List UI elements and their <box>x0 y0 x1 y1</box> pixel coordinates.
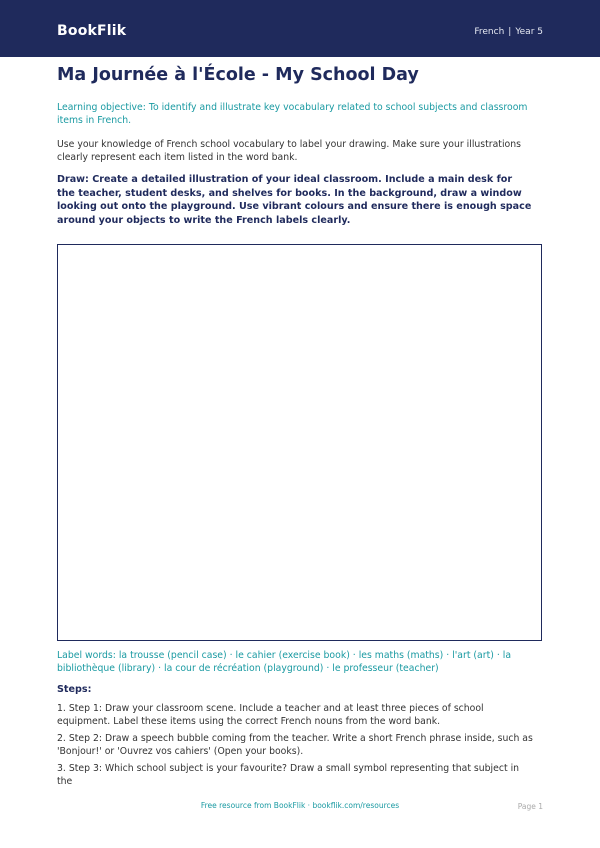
label-word-item: le cahier (exercise book) <box>235 650 350 661</box>
step-item: 2. Step 2: Draw a speech bubble coming from the teacher. Write a short French phrase inside, such as 'Bonjour!' or 'Ouvrez vos cahiers' (Open your books). <box>57 733 533 757</box>
label-words-prefix: Label words: <box>57 650 116 661</box>
label-word-item: les maths (maths) <box>358 650 444 661</box>
brand-logo[interactable]: BookFlik <box>57 23 127 39</box>
page-number: Page 1 <box>517 802 543 811</box>
meta-separator: | <box>508 27 512 37</box>
steps-heading: Steps: <box>57 684 92 695</box>
label-word-item: la bibliothèque (library) <box>57 650 512 674</box>
learning-objective: Learning objective: To identify and illustrate key vocabulary related to school subjects and classroom items in French. <box>57 102 528 126</box>
steps-list <box>57 702 537 792</box>
year-label: Year 5 <box>515 27 543 37</box>
label-word-item: la cour de récréation (playground) <box>164 663 324 674</box>
label-word-item: la trousse (pencil case) <box>118 650 227 661</box>
instructions-text: Use your knowledge of French school vocabulary to label your drawing. Make sure your illustrations clearly represent each item listed in the word bank. <box>57 139 521 163</box>
page-title: Ma Journée à l'École - My School Day <box>57 65 419 85</box>
subject-label: French <box>474 27 505 37</box>
draw-prompt: Draw: Create a detailed illustration of your ideal classroom. Include a main desk for the teacher, student desks, and shelves for books. In the background, draw a window looking out onto the playground. Use vibrant colours and ensure there is enough space around your objects to write the French labels clearly. <box>57 174 532 226</box>
page-header <box>0 0 600 57</box>
label-words: Label words: la trousse (pencil case) · le cahier (exercise book) · les maths (maths) · l'art (art) · la bibliothèque (library) · la cour de récréation (playground) · le professeur (teacher) <box>57 650 512 674</box>
label-word-item: l'art (art) <box>452 650 494 661</box>
label-word-item: le professeur (teacher) <box>332 663 439 674</box>
subject-year <box>474 27 543 37</box>
footer-credit[interactable]: Free resource from BookFlik · bookflik.com/resources <box>200 801 400 810</box>
step-item: 3. Step 3: Which school subject is your favourite? Draw a small symbol representing that subject in the <box>57 763 520 787</box>
step-item: 1. Step 1: Draw your classroom scene. Include a teacher and at least three pieces of school equipment. Label these items using the correct French nouns from the word bank. <box>57 703 484 727</box>
drawing-area[interactable] <box>57 244 542 641</box>
